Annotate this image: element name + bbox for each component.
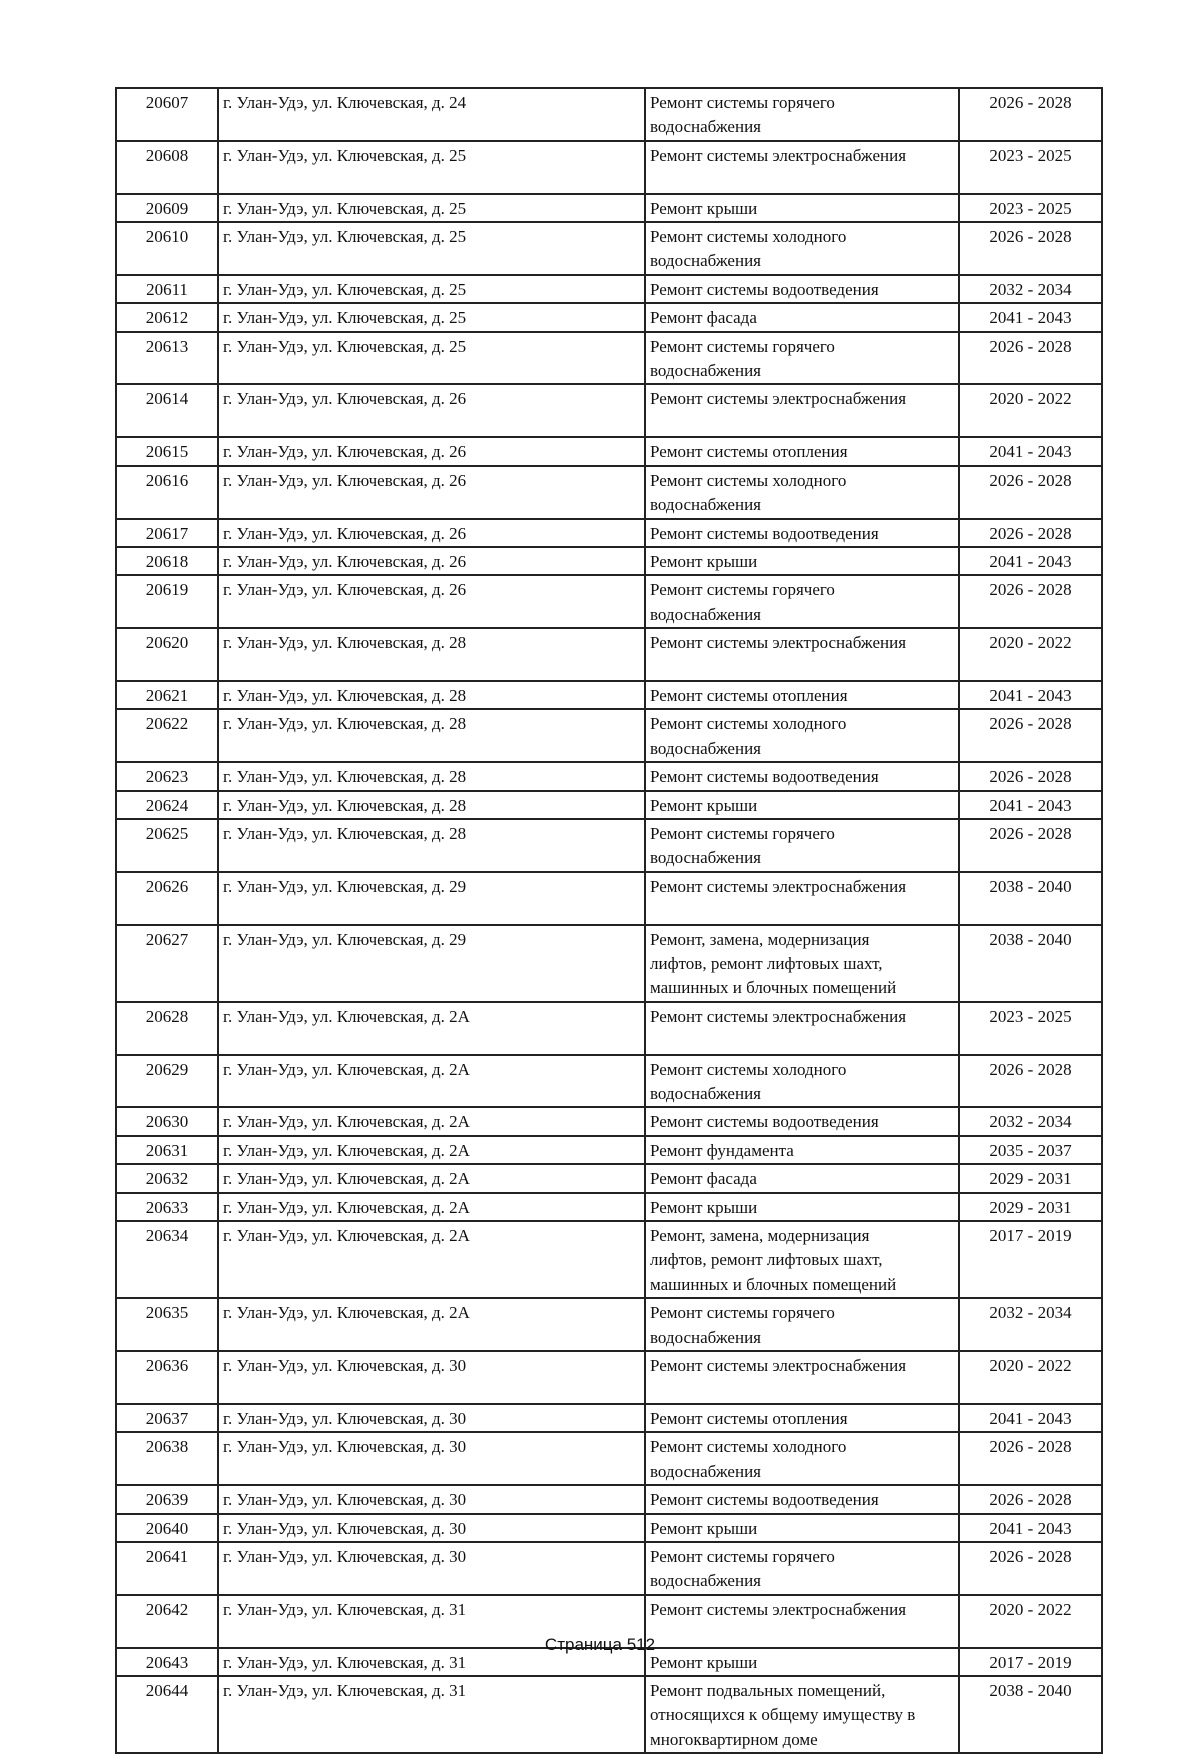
repair-period: 2020 - 2022	[959, 1351, 1102, 1404]
repair-period: 2026 - 2028	[959, 709, 1102, 762]
row-number: 20622	[116, 709, 218, 762]
table-row	[116, 1002, 1102, 1055]
table-row	[116, 303, 1102, 331]
repair-work-line: Ремонт системы отопления	[650, 1408, 848, 1428]
table-row	[116, 1542, 1102, 1595]
repair-work-type	[645, 791, 959, 819]
repair-work-line: Ремонт системы горячего	[650, 1546, 835, 1566]
repair-work-type	[645, 1351, 959, 1404]
repair-work-line: Ремонт системы водоотведения	[650, 1112, 879, 1132]
repair-work-type	[645, 1514, 959, 1542]
table-row	[116, 681, 1102, 709]
building-address: г. Улан-Удэ, ул. Ключевская, д. 31	[218, 1676, 645, 1753]
repair-work-type	[645, 1055, 959, 1108]
repair-period: 2020 - 2022	[959, 628, 1102, 681]
repair-work-type	[645, 332, 959, 385]
building-address: г. Улан-Удэ, ул. Ключевская, д. 25	[218, 141, 645, 194]
repair-period: 2017 - 2019	[959, 1648, 1102, 1676]
repair-work-line: Ремонт крыши	[650, 198, 758, 218]
row-number: 20634	[116, 1221, 218, 1298]
building-address: г. Улан-Удэ, ул. Ключевская, д. 25	[218, 332, 645, 385]
repair-period: 2026 - 2028	[959, 819, 1102, 872]
repair-period: 2023 - 2025	[959, 194, 1102, 222]
repair-work-type	[645, 437, 959, 465]
row-number: 20613	[116, 332, 218, 385]
building-address: г. Улан-Удэ, ул. Ключевская, д. 25	[218, 303, 645, 331]
row-number: 20616	[116, 466, 218, 519]
repair-work-line: Ремонт системы горячего	[650, 93, 835, 112]
building-address: г. Улан-Удэ, ул. Ключевская, д. 30	[218, 1485, 645, 1513]
row-number: 20618	[116, 547, 218, 575]
building-address: г. Улан-Удэ, ул. Ключевская, д. 26	[218, 519, 645, 547]
table-row	[116, 275, 1102, 303]
row-number: 20637	[116, 1404, 218, 1432]
repair-work-type	[645, 762, 959, 790]
table-row	[116, 332, 1102, 385]
repair-work-line: Ремонт системы электроснабжения	[650, 389, 907, 409]
repair-period: 2026 - 2028	[959, 332, 1102, 385]
table-row	[116, 628, 1102, 681]
building-address: г. Улан-Удэ, ул. Ключевская, д. 30	[218, 1404, 645, 1432]
repair-period: 2029 - 2031	[959, 1193, 1102, 1221]
row-number: 20626	[116, 872, 218, 925]
table-row	[116, 547, 1102, 575]
repair-work-line	[650, 168, 954, 192]
repair-period: 2041 - 2043	[959, 547, 1102, 575]
table-row	[116, 1485, 1102, 1513]
table-row	[116, 466, 1102, 519]
repair-work-line	[650, 899, 954, 923]
row-number: 20641	[116, 1542, 218, 1595]
repair-work-line	[650, 412, 954, 436]
table-row	[116, 437, 1102, 465]
building-address: г. Улан-Удэ, ул. Ключевская, д. 2А	[218, 1055, 645, 1108]
repair-work-line: многоквартирном доме	[650, 1729, 818, 1749]
repair-work-type	[645, 466, 959, 519]
repair-period: 2032 - 2034	[959, 275, 1102, 303]
row-number: 20643	[116, 1648, 218, 1676]
building-address: г. Улан-Удэ, ул. Ключевская, д. 2А	[218, 1164, 645, 1192]
repair-work-line: водоснабжения	[650, 361, 761, 381]
repair-period: 2041 - 2043	[959, 437, 1102, 465]
building-address: г. Улан-Удэ, ул. Ключевская, д. 30	[218, 1514, 645, 1542]
repair-work-type	[645, 88, 959, 141]
repair-work-type	[645, 1432, 959, 1485]
repair-work-type	[645, 1002, 959, 1055]
table-row	[116, 1432, 1102, 1485]
row-number: 20633	[116, 1193, 218, 1221]
repair-period: 2023 - 2025	[959, 141, 1102, 194]
row-number: 20609	[116, 194, 218, 222]
repair-period: 2026 - 2028	[959, 1432, 1102, 1485]
table-row	[116, 1351, 1102, 1404]
repair-period: 2041 - 2043	[959, 303, 1102, 331]
repair-work-line: водоснабжения	[650, 251, 761, 271]
building-address: г. Улан-Удэ, ул. Ключевская, д. 31	[218, 1595, 645, 1648]
repair-work-line: относящихся к общему имуществу в	[650, 1705, 916, 1725]
repair-work-line: Ремонт фасада	[650, 308, 757, 328]
repair-work-line: Ремонт системы холодного	[650, 470, 847, 490]
row-number: 20607	[116, 88, 218, 141]
building-address: г. Улан-Удэ, ул. Ключевская, д. 28	[218, 709, 645, 762]
repair-work-line: Ремонт системы электроснабжения	[650, 633, 907, 653]
repair-work-line: Ремонт системы холодного	[650, 1059, 847, 1079]
row-number: 20620	[116, 628, 218, 681]
table-row	[116, 1136, 1102, 1164]
repair-work-line: машинных и блочных помещений	[650, 1274, 897, 1294]
row-number: 20644	[116, 1676, 218, 1753]
table-row	[116, 1514, 1102, 1542]
row-number: 20642	[116, 1595, 218, 1648]
repair-work-line: водоснабжения	[650, 1327, 761, 1347]
repair-work-line: Ремонт крыши	[650, 795, 758, 815]
repair-work-type	[645, 925, 959, 1002]
building-address: г. Улан-Удэ, ул. Ключевская, д. 2А	[218, 1136, 645, 1164]
repair-work-type	[645, 872, 959, 925]
table-body	[116, 88, 1102, 1753]
repair-period: 2026 - 2028	[959, 575, 1102, 628]
building-address: г. Улан-Удэ, ул. Ключевская, д. 2А	[218, 1193, 645, 1221]
row-number: 20614	[116, 384, 218, 437]
row-number: 20628	[116, 1002, 218, 1055]
building-address: г. Улан-Удэ, ул. Ключевская, д. 30	[218, 1542, 645, 1595]
repair-work-line: Ремонт крыши	[650, 551, 758, 571]
repair-period: 2020 - 2022	[959, 1595, 1102, 1648]
repair-work-line	[650, 1379, 954, 1403]
building-address: г. Улан-Удэ, ул. Ключевская, д. 25	[218, 222, 645, 275]
repair-work-line	[650, 1029, 954, 1053]
building-address: г. Улан-Удэ, ул. Ключевская, д. 2А	[218, 1298, 645, 1351]
repair-period: 2026 - 2028	[959, 466, 1102, 519]
repair-work-line: водоснабжения	[650, 738, 761, 758]
row-number: 20623	[116, 762, 218, 790]
repair-period: 2038 - 2040	[959, 1676, 1102, 1753]
repair-work-line: Ремонт системы электроснабжения	[650, 1599, 907, 1619]
page-number: Страница 512	[544, 1635, 656, 1654]
row-number: 20625	[116, 819, 218, 872]
repair-work-line: Ремонт системы электроснабжения	[650, 1356, 907, 1376]
repair-work-line: Ремонт системы водоотведения	[650, 767, 879, 787]
building-address: г. Улан-Удэ, ул. Ключевская, д. 2А	[218, 1107, 645, 1135]
repair-work-line: водоснабжения	[650, 1461, 761, 1481]
repair-work-type	[645, 709, 959, 762]
table-row	[116, 575, 1102, 628]
repair-work-line: Ремонт подвальных помещений,	[650, 1680, 886, 1700]
repair-period: 2026 - 2028	[959, 88, 1102, 141]
repair-work-line: Ремонт системы отопления	[650, 442, 848, 462]
repair-work-line: Ремонт крыши	[650, 1197, 758, 1217]
building-address: г. Улан-Удэ, ул. Ключевская, д. 26	[218, 437, 645, 465]
building-address: г. Улан-Удэ, ул. Ключевская, д. 26	[218, 384, 645, 437]
repair-work-type	[645, 1404, 959, 1432]
table-row	[116, 1298, 1102, 1351]
repair-work-line: Ремонт, замена, модернизация	[650, 1226, 870, 1246]
row-number: 20617	[116, 519, 218, 547]
table-row	[116, 222, 1102, 275]
repair-work-type	[645, 681, 959, 709]
repair-period: 2017 - 2019	[959, 1221, 1102, 1298]
building-address: г. Улан-Удэ, ул. Ключевская, д. 29	[218, 925, 645, 1002]
repair-period: 2026 - 2028	[959, 1485, 1102, 1513]
repair-work-line: водоснабжения	[650, 117, 761, 137]
repair-period: 2020 - 2022	[959, 384, 1102, 437]
building-address: г. Улан-Удэ, ул. Ключевская, д. 26	[218, 575, 645, 628]
repair-work-line: лифтов, ремонт лифтовых шахт,	[650, 1250, 883, 1270]
repair-work-line: Ремонт, замена, модернизация	[650, 929, 870, 949]
building-address: г. Улан-Удэ, ул. Ключевская, д. 28	[218, 681, 645, 709]
table-row	[116, 1107, 1102, 1135]
building-address: г. Улан-Удэ, ул. Ключевская, д. 29	[218, 872, 645, 925]
row-number: 20631	[116, 1136, 218, 1164]
table-row	[116, 384, 1102, 437]
repair-work-line: Ремонт системы водоотведения	[650, 523, 879, 543]
row-number: 20630	[116, 1107, 218, 1135]
row-number: 20619	[116, 575, 218, 628]
building-address: г. Улан-Удэ, ул. Ключевская, д. 31	[218, 1648, 645, 1676]
repair-work-type	[645, 384, 959, 437]
repair-work-type	[645, 303, 959, 331]
row-number: 20627	[116, 925, 218, 1002]
repair-work-line: водоснабжения	[650, 1084, 761, 1104]
row-number: 20635	[116, 1298, 218, 1351]
repair-work-line: водоснабжения	[650, 1571, 761, 1591]
row-number: 20639	[116, 1485, 218, 1513]
repair-work-line	[650, 656, 954, 680]
repair-work-line: Ремонт системы отопления	[650, 685, 848, 705]
repair-period: 2041 - 2043	[959, 1404, 1102, 1432]
repair-work-type	[645, 275, 959, 303]
repair-schedule-sheet	[115, 87, 1101, 1754]
repair-work-line: водоснабжения	[650, 848, 761, 868]
repair-period: 2026 - 2028	[959, 1055, 1102, 1108]
repair-work-type	[645, 194, 959, 222]
table-row	[116, 519, 1102, 547]
repair-period: 2032 - 2034	[959, 1107, 1102, 1135]
repair-schedule-table	[115, 87, 1103, 1754]
repair-work-type	[645, 1107, 959, 1135]
building-address: г. Улан-Удэ, ул. Ключевская, д. 28	[218, 819, 645, 872]
row-number: 20608	[116, 141, 218, 194]
repair-work-line: лифтов, ремонт лифтовых шахт,	[650, 954, 883, 973]
repair-work-line: Ремонт системы горячего	[650, 580, 835, 600]
building-address: г. Улан-Удэ, ул. Ключевская, д. 24	[218, 88, 645, 141]
table-row	[116, 141, 1102, 194]
building-address: г. Улан-Удэ, ул. Ключевская, д. 30	[218, 1351, 645, 1404]
repair-work-line: Ремонт системы холодного	[650, 227, 847, 247]
repair-work-line: машинных и блочных помещений	[650, 978, 897, 998]
row-number: 20638	[116, 1432, 218, 1485]
repair-work-line: Ремонт системы холодного	[650, 1437, 847, 1457]
row-number: 20612	[116, 303, 218, 331]
repair-work-line: водоснабжения	[650, 495, 761, 515]
repair-period: 2038 - 2040	[959, 872, 1102, 925]
repair-work-line: Ремонт крыши	[650, 1652, 758, 1672]
repair-work-line: Ремонт фасада	[650, 1169, 757, 1189]
repair-period: 2038 - 2040	[959, 925, 1102, 1002]
repair-work-type	[645, 141, 959, 194]
repair-work-type	[645, 1193, 959, 1221]
building-address: г. Улан-Удэ, ул. Ключевская, д. 25	[218, 194, 645, 222]
table-row	[116, 819, 1102, 872]
repair-work-line: Ремонт фундамента	[650, 1140, 794, 1160]
repair-work-line: Ремонт системы горячего	[650, 1303, 835, 1323]
table-row	[116, 1404, 1102, 1432]
table-row	[116, 1164, 1102, 1192]
table-row	[116, 925, 1102, 1002]
repair-period: 2026 - 2028	[959, 222, 1102, 275]
repair-period: 2026 - 2028	[959, 1542, 1102, 1595]
building-address: г. Улан-Удэ, ул. Ключевская, д. 30	[218, 1432, 645, 1485]
row-number: 20621	[116, 681, 218, 709]
table-row	[116, 1193, 1102, 1221]
repair-work-type	[645, 819, 959, 872]
repair-work-line: Ремонт системы горячего	[650, 336, 835, 356]
row-number: 20640	[116, 1514, 218, 1542]
repair-work-type	[645, 1542, 959, 1595]
repair-work-type	[645, 1676, 959, 1753]
repair-work-line: Ремонт системы водоотведения	[650, 1490, 879, 1510]
repair-work-line: Ремонт системы электроснабжения	[650, 876, 907, 896]
row-number: 20611	[116, 275, 218, 303]
row-number: 20636	[116, 1351, 218, 1404]
repair-work-type	[645, 1164, 959, 1192]
table-row	[116, 1055, 1102, 1108]
row-number: 20629	[116, 1055, 218, 1108]
repair-period: 2026 - 2028	[959, 762, 1102, 790]
repair-work-line: Ремонт системы горячего	[650, 823, 835, 843]
row-number: 20632	[116, 1164, 218, 1192]
repair-work-type	[645, 222, 959, 275]
row-number: 20610	[116, 222, 218, 275]
repair-period: 2041 - 2043	[959, 791, 1102, 819]
repair-work-line: Ремонт системы холодного	[650, 714, 847, 734]
repair-work-line: Ремонт системы водоотведения	[650, 279, 879, 299]
table-row	[116, 88, 1102, 141]
table-row	[116, 1221, 1102, 1298]
repair-work-type	[645, 519, 959, 547]
table-row	[116, 194, 1102, 222]
row-number: 20615	[116, 437, 218, 465]
building-address: г. Улан-Удэ, ул. Ключевская, д. 26	[218, 466, 645, 519]
building-address: г. Улан-Удэ, ул. Ключевская, д. 28	[218, 762, 645, 790]
repair-period: 2026 - 2028	[959, 519, 1102, 547]
building-address: г. Улан-Удэ, ул. Ключевская, д. 28	[218, 628, 645, 681]
table-row	[116, 1676, 1102, 1753]
table-row	[116, 872, 1102, 925]
building-address: г. Улан-Удэ, ул. Ключевская, д. 2А	[218, 1002, 645, 1055]
repair-work-line: Ремонт крыши	[650, 1518, 758, 1538]
repair-period: 2032 - 2034	[959, 1298, 1102, 1351]
repair-period: 2035 - 2037	[959, 1136, 1102, 1164]
table-row	[116, 791, 1102, 819]
repair-work-type	[645, 547, 959, 575]
table-row	[116, 709, 1102, 762]
building-address: г. Улан-Удэ, ул. Ключевская, д. 2А	[218, 1221, 645, 1298]
repair-work-type	[645, 628, 959, 681]
repair-work-type	[645, 1298, 959, 1351]
repair-work-line: водоснабжения	[650, 604, 761, 624]
repair-work-type	[645, 1136, 959, 1164]
repair-work-type	[645, 575, 959, 628]
row-number: 20624	[116, 791, 218, 819]
building-address: г. Улан-Удэ, ул. Ключевская, д. 25	[218, 275, 645, 303]
building-address: г. Улан-Удэ, ул. Ключевская, д. 26	[218, 547, 645, 575]
building-address: г. Улан-Удэ, ул. Ключевская, д. 28	[218, 791, 645, 819]
repair-work-type	[645, 1221, 959, 1298]
repair-period: 2023 - 2025	[959, 1002, 1102, 1055]
repair-period: 2041 - 2043	[959, 681, 1102, 709]
repair-work-line: Ремонт системы электроснабжения	[650, 145, 907, 165]
repair-work-type	[645, 1485, 959, 1513]
table-row	[116, 762, 1102, 790]
repair-period: 2041 - 2043	[959, 1514, 1102, 1542]
repair-work-line: Ремонт системы электроснабжения	[650, 1006, 907, 1026]
repair-period: 2029 - 2031	[959, 1164, 1102, 1192]
